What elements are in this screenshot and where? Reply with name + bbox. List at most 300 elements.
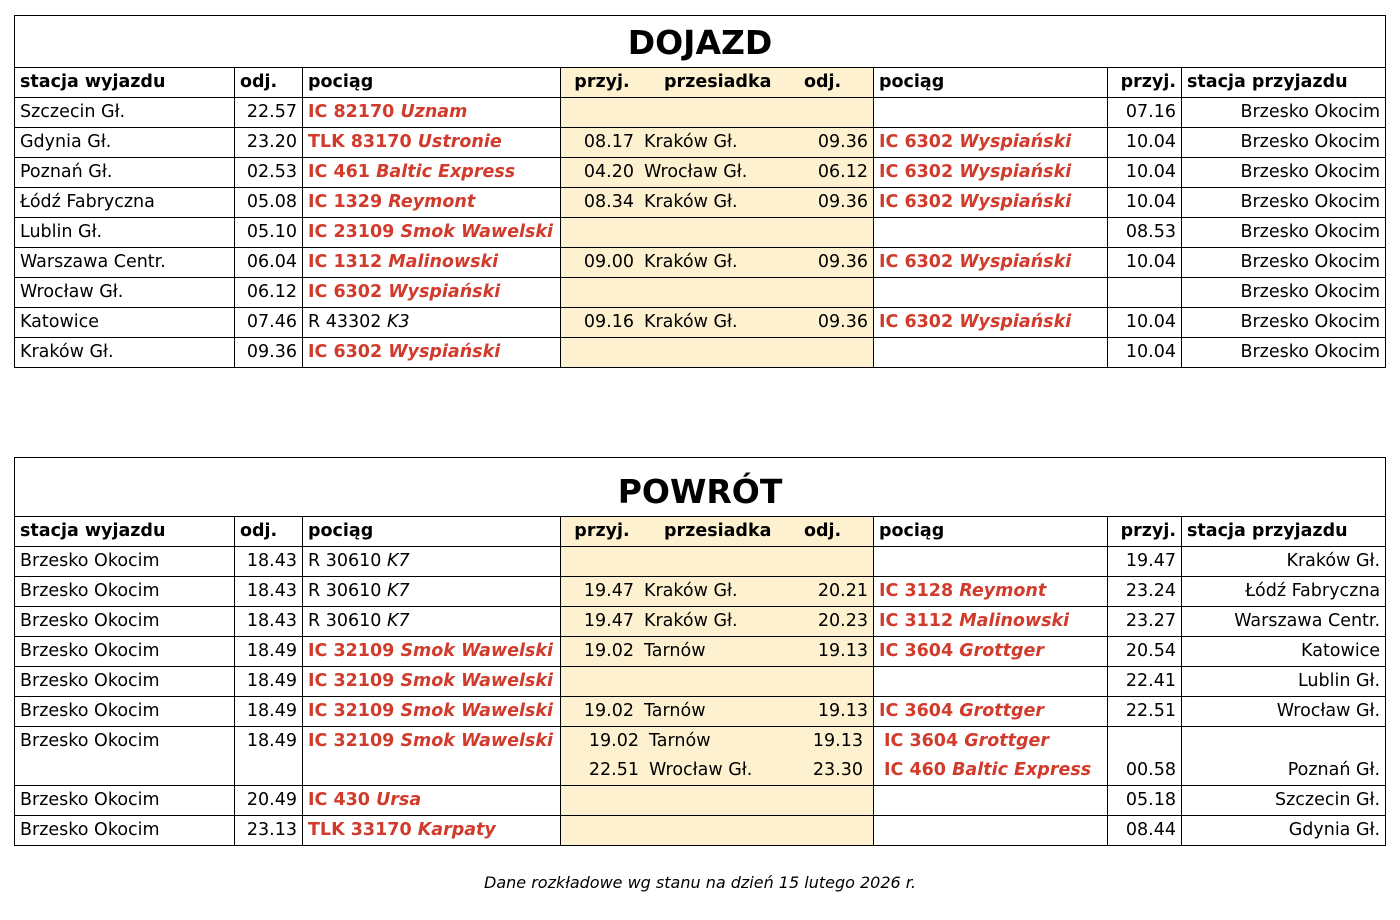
train-first	[303, 607, 561, 637]
change-info	[571, 727, 863, 756]
station-to: Brzesko Okocim	[1182, 308, 1386, 338]
train-first	[303, 278, 561, 308]
change-info	[566, 577, 868, 606]
train-second	[874, 547, 1108, 577]
train-second	[874, 248, 1108, 278]
train-code: IC 3604	[884, 731, 959, 751]
train-second	[874, 128, 1108, 158]
arrival-time: 10.04	[1108, 158, 1182, 188]
change-station: Kraków Gł.	[644, 581, 738, 601]
train-code: IC 3604	[879, 701, 954, 721]
change-arrival: 22.51	[588, 760, 639, 780]
train-name: Karpaty	[417, 820, 496, 840]
change-station: Tarnów	[649, 731, 711, 751]
change-departure: 09.36	[817, 312, 868, 332]
header-change-station: przesiadka	[664, 72, 772, 92]
train-second	[874, 786, 1108, 816]
station-from: Brzesko Okocim	[15, 816, 235, 846]
change-cell	[561, 248, 874, 278]
station-to: Szczecin Gł.	[1182, 786, 1386, 816]
station-from: Brzesko Okocim	[15, 577, 235, 607]
header-station-to: stacja przyjazdu	[1182, 68, 1386, 98]
train-label	[879, 581, 1046, 601]
change-cell	[561, 278, 874, 308]
arrival-time: 23.27	[1108, 607, 1182, 637]
train-first	[303, 308, 561, 338]
station-to: Warszawa Centr.	[1182, 607, 1386, 637]
train-second	[874, 577, 1108, 607]
change-cell	[561, 697, 874, 727]
station-from: Warszawa Centr.	[15, 248, 235, 278]
train-name: Smok Wawelski	[400, 671, 554, 691]
arrival-time: 22.41	[1108, 667, 1182, 697]
train-first	[303, 218, 561, 248]
train-code: TLK 83170	[308, 132, 412, 152]
train-label	[308, 701, 553, 721]
departure-time: 20.49	[235, 786, 303, 816]
train-code: IC 23109	[308, 222, 395, 242]
train-leg	[879, 727, 1102, 756]
train-code: IC 6302	[308, 282, 383, 302]
header-arr-change: przyj.	[574, 521, 630, 541]
arrival-time	[1108, 278, 1182, 308]
train-second	[874, 98, 1108, 128]
train-name: Wyspiański	[959, 132, 1072, 152]
change-departure: 09.36	[817, 192, 868, 212]
arrival-time: 23.24	[1108, 577, 1182, 607]
change-cell	[561, 667, 874, 697]
train-label	[308, 790, 421, 810]
arrival-time: 22.51	[1108, 697, 1182, 727]
train-code: R 43302	[308, 312, 382, 332]
train-name: Malinowski	[959, 611, 1070, 631]
change-departure: 19.13	[817, 641, 868, 661]
table-row	[15, 637, 1386, 667]
change-info	[571, 756, 863, 785]
table-row	[15, 667, 1386, 697]
change-cell	[561, 577, 874, 607]
train-second	[874, 637, 1108, 667]
change-arrival: 19.02	[583, 701, 634, 721]
train-label	[308, 641, 553, 661]
train-first	[303, 248, 561, 278]
train-label	[879, 312, 1071, 332]
change-cell	[561, 637, 874, 667]
train-code: IC 1329	[308, 192, 383, 212]
table-row	[15, 577, 1386, 607]
change-cell	[561, 218, 874, 248]
arrival-time: 08.44	[1108, 816, 1182, 846]
change-arrival: 04.20	[583, 162, 634, 182]
train-first	[303, 786, 561, 816]
train-name: K7	[386, 611, 410, 631]
header-dep-change: odj.	[804, 72, 842, 92]
train-label	[308, 282, 500, 302]
train-label	[884, 731, 1049, 751]
arrival-time: 07.16	[1108, 98, 1182, 128]
change-leg	[566, 727, 868, 756]
train-code: IC 6302	[308, 342, 383, 362]
train-code: IC 6302	[879, 312, 954, 332]
train-code: IC 32109	[308, 731, 395, 751]
train-label	[308, 611, 410, 631]
station-from: Kraków Gł.	[15, 338, 235, 368]
train-second	[874, 607, 1108, 637]
powrot-table	[14, 457, 1386, 846]
train-second	[874, 338, 1108, 368]
table-row	[15, 308, 1386, 338]
change-arrival: 19.02	[583, 641, 634, 661]
change-cell	[561, 128, 874, 158]
station-from: Gdynia Gł.	[15, 128, 235, 158]
departure-time: 02.53	[235, 158, 303, 188]
arrival-time: 10.04	[1108, 188, 1182, 218]
header-train: pociąg	[303, 517, 561, 547]
train-first	[303, 697, 561, 727]
station-from: Brzesko Okocim	[15, 697, 235, 727]
train-code: IC 6302	[879, 132, 954, 152]
train-name: Wyspiański	[959, 162, 1072, 182]
change-station: Kraków Gł.	[644, 132, 738, 152]
change-arrival: 09.16	[583, 312, 634, 332]
train-code: R 30610	[308, 551, 382, 571]
change-station: Wrocław Gł.	[649, 760, 753, 780]
train-code: IC 6302	[879, 252, 954, 272]
train-code: IC 6302	[879, 162, 954, 182]
table-row	[15, 547, 1386, 577]
departure-time: 05.10	[235, 218, 303, 248]
station-to: Gdynia Gł.	[1182, 816, 1386, 846]
change-cell	[561, 727, 874, 786]
train-label	[879, 132, 1071, 152]
change-arrival: 19.47	[583, 581, 634, 601]
train-second	[874, 308, 1108, 338]
table-row	[15, 188, 1386, 218]
change-arrival: 09.00	[583, 252, 634, 272]
train-label	[879, 192, 1071, 212]
change-info	[566, 607, 868, 636]
change-departure: 19.13	[817, 701, 868, 721]
station-to: Wrocław Gł.	[1182, 697, 1386, 727]
change-arrival: 19.02	[588, 731, 639, 751]
train-label	[308, 312, 410, 332]
dojazd-rows	[15, 98, 1386, 368]
change-arrival: 08.34	[583, 192, 634, 212]
train-label	[884, 760, 1091, 780]
header-station-to: stacja przyjazdu	[1182, 517, 1386, 547]
train-first	[303, 667, 561, 697]
station-to: Brzesko Okocim	[1182, 188, 1386, 218]
departure-time: 23.20	[235, 128, 303, 158]
change-cell	[561, 158, 874, 188]
train-leg	[879, 756, 1102, 785]
change-departure: 20.23	[817, 611, 868, 631]
train-name: Ursa	[376, 790, 422, 810]
change-station: Wrocław Gł.	[644, 162, 748, 182]
train-code: IC 3112	[879, 611, 954, 631]
train-code: IC 82170	[308, 102, 395, 122]
train-name: Wyspiański	[959, 252, 1072, 272]
train-label	[308, 252, 498, 272]
change-info	[566, 188, 868, 217]
train-label	[879, 252, 1071, 272]
change-arrival: 08.17	[583, 132, 634, 152]
train-label	[308, 581, 410, 601]
train-label	[879, 641, 1044, 661]
change-cell	[561, 547, 874, 577]
departure-time: 05.08	[235, 188, 303, 218]
header-train: pociąg	[303, 68, 561, 98]
train-first	[303, 338, 561, 368]
train-code: IC 6302	[879, 192, 954, 212]
train-name: Grottger	[959, 641, 1045, 661]
change-departure: 09.36	[817, 252, 868, 272]
station-from: Katowice	[15, 308, 235, 338]
arrival-time: 20.54	[1108, 637, 1182, 667]
table-row	[15, 248, 1386, 278]
change-departure: 20.21	[817, 581, 868, 601]
train-second	[874, 816, 1108, 846]
header-dep: odj.	[235, 68, 303, 98]
station-to: Brzesko Okocim	[1182, 158, 1386, 188]
station-from: Brzesko Okocim	[15, 637, 235, 667]
departure-time: 09.36	[235, 338, 303, 368]
departure-time: 18.43	[235, 607, 303, 637]
table-row	[15, 786, 1386, 816]
station-to: Brzesko Okocim	[1182, 338, 1386, 368]
table-row	[15, 607, 1386, 637]
station-from: Brzesko Okocim	[15, 786, 235, 816]
train-label	[879, 162, 1071, 182]
station-to: Łódź Fabryczna	[1182, 577, 1386, 607]
change-info	[566, 158, 868, 187]
arrival-time: 05.18	[1108, 786, 1182, 816]
table-row	[15, 158, 1386, 188]
train-first	[303, 158, 561, 188]
change-departure: 06.12	[817, 162, 868, 182]
arrival-time: 00.58	[1108, 727, 1182, 786]
train-code: R 30610	[308, 611, 382, 631]
train-name: Reymont	[959, 581, 1047, 601]
header-row	[15, 68, 1386, 98]
train-name: Grottger	[959, 701, 1045, 721]
change-station: Kraków Gł.	[644, 611, 738, 631]
train-label	[308, 342, 500, 362]
header-arr: przyj.	[1108, 517, 1182, 547]
train-name: K7	[386, 551, 410, 571]
section-title: POWRÓT	[15, 458, 1386, 517]
station-to: Brzesko Okocim	[1182, 278, 1386, 308]
header-change	[561, 517, 874, 547]
train-second	[874, 727, 1108, 786]
table-row	[15, 697, 1386, 727]
change-station: Tarnów	[644, 641, 706, 661]
train-code: TLK 33170	[308, 820, 412, 840]
change-info	[566, 248, 868, 277]
powrot-rows	[15, 547, 1386, 846]
change-cell	[561, 338, 874, 368]
train-code: IC 430	[308, 790, 370, 810]
change-station: Tarnów	[644, 701, 706, 721]
departure-time: 22.57	[235, 98, 303, 128]
station-to: Poznań Gł.	[1182, 727, 1386, 786]
station-to: Brzesko Okocim	[1182, 218, 1386, 248]
arrival-time: 10.04	[1108, 248, 1182, 278]
dojazd-table	[14, 15, 1386, 368]
header-dep: odj.	[235, 517, 303, 547]
station-to: Brzesko Okocim	[1182, 248, 1386, 278]
train-code: IC 460	[884, 760, 946, 780]
train-name: Ustronie	[417, 132, 502, 152]
departure-time: 23.13	[235, 816, 303, 846]
train-first	[303, 547, 561, 577]
train-name: Malinowski	[388, 252, 499, 272]
train-code: IC 461	[308, 162, 370, 182]
change-station: Kraków Gł.	[644, 312, 738, 332]
train-name: Baltic Express	[376, 162, 516, 182]
change-cell	[561, 607, 874, 637]
table-row	[15, 816, 1386, 846]
station-from: Wrocław Gł.	[15, 278, 235, 308]
station-from: Szczecin Gł.	[15, 98, 235, 128]
section-title: DOJAZD	[15, 16, 1386, 68]
train-second	[874, 667, 1108, 697]
train-first	[303, 577, 561, 607]
station-from: Lublin Gł.	[15, 218, 235, 248]
train-name: Smok Wawelski	[400, 222, 554, 242]
train-name: Grottger	[964, 731, 1050, 751]
change-departure: 09.36	[817, 132, 868, 152]
station-from: Poznań Gł.	[15, 158, 235, 188]
train-label	[308, 162, 515, 182]
train-first	[303, 98, 561, 128]
train-code: IC 3128	[879, 581, 954, 601]
train-name: K7	[386, 581, 410, 601]
train-label	[308, 551, 410, 571]
header-change-station: przesiadka	[664, 521, 772, 541]
train-first	[303, 816, 561, 846]
departure-time: 18.49	[235, 637, 303, 667]
change-leg	[566, 756, 868, 785]
station-from: Brzesko Okocim	[15, 667, 235, 697]
table-row	[15, 727, 1386, 786]
change-station: Kraków Gł.	[644, 252, 738, 272]
table-row	[15, 218, 1386, 248]
arrival-time: 08.53	[1108, 218, 1182, 248]
train-first	[303, 188, 561, 218]
train-label	[308, 222, 553, 242]
train-label	[308, 192, 475, 212]
train-name: Smok Wawelski	[400, 701, 554, 721]
station-to: Kraków Gł.	[1182, 547, 1386, 577]
arrival-time: 10.04	[1108, 338, 1182, 368]
train-name: Wyspiański	[959, 192, 1072, 212]
header-arr: przyj.	[1108, 68, 1182, 98]
change-info	[566, 637, 868, 666]
train-first	[303, 637, 561, 667]
train-name: Wyspiański	[388, 282, 501, 302]
change-cell	[561, 816, 874, 846]
station-to: Brzesko Okocim	[1182, 98, 1386, 128]
table-row	[15, 128, 1386, 158]
train-name: Reymont	[388, 192, 476, 212]
train-label	[308, 102, 467, 122]
train-second	[874, 188, 1108, 218]
departure-time: 06.12	[235, 278, 303, 308]
header-station-from: stacja wyjazdu	[15, 517, 235, 547]
train-second	[874, 218, 1108, 248]
table-row	[15, 338, 1386, 368]
train-name: K3	[386, 312, 410, 332]
arrival-time: 10.04	[1108, 128, 1182, 158]
header-train2: pociąg	[874, 517, 1108, 547]
train-name: Smok Wawelski	[400, 641, 554, 661]
change-departure: 19.13	[812, 731, 863, 751]
change-cell	[561, 188, 874, 218]
train-label	[308, 132, 502, 152]
train-label	[308, 671, 553, 691]
station-from: Brzesko Okocim	[15, 547, 235, 577]
train-label	[308, 820, 496, 840]
station-to: Katowice	[1182, 637, 1386, 667]
change-arrival: 19.47	[583, 611, 634, 631]
station-to: Lublin Gł.	[1182, 667, 1386, 697]
train-code: IC 1312	[308, 252, 383, 272]
train-code: IC 32109	[308, 641, 395, 661]
header-arr-change: przyj.	[574, 72, 630, 92]
header-train2: pociąg	[874, 68, 1108, 98]
header-station-from: stacja wyjazdu	[15, 68, 235, 98]
header-row	[15, 517, 1386, 547]
footer-note: Dane rozkładowe wg stanu na dzień 15 lutego 2026 r.	[484, 873, 916, 892]
train-first	[303, 128, 561, 158]
header-change	[561, 68, 874, 98]
departure-time: 18.49	[235, 727, 303, 786]
change-info	[566, 128, 868, 157]
train-label	[879, 701, 1044, 721]
train-name: Baltic Express	[952, 760, 1092, 780]
train-code: IC 3604	[879, 641, 954, 661]
arrival-time: 19.47	[1108, 547, 1182, 577]
train-code: R 30610	[308, 581, 382, 601]
train-name: Smok Wawelski	[400, 731, 554, 751]
station-from: Brzesko Okocim	[15, 727, 235, 786]
table-row	[15, 98, 1386, 128]
train-label	[308, 731, 553, 751]
departure-time: 18.43	[235, 547, 303, 577]
train-name: Wyspiański	[388, 342, 501, 362]
train-label	[879, 611, 1069, 631]
station-from: Łódź Fabryczna	[15, 188, 235, 218]
change-station: Kraków Gł.	[644, 192, 738, 212]
change-cell	[561, 308, 874, 338]
train-code: IC 32109	[308, 671, 395, 691]
departure-time: 07.46	[235, 308, 303, 338]
header-dep-change: odj.	[804, 521, 842, 541]
change-info	[566, 308, 868, 337]
change-cell	[561, 786, 874, 816]
train-second	[874, 158, 1108, 188]
train-name: Wyspiański	[959, 312, 1072, 332]
change-departure: 23.30	[812, 760, 863, 780]
change-cell	[561, 98, 874, 128]
train-name: Uznam	[400, 102, 468, 122]
departure-time: 18.49	[235, 667, 303, 697]
train-second	[874, 697, 1108, 727]
departure-time: 18.49	[235, 697, 303, 727]
change-info	[566, 697, 868, 726]
train-code: IC 32109	[308, 701, 395, 721]
